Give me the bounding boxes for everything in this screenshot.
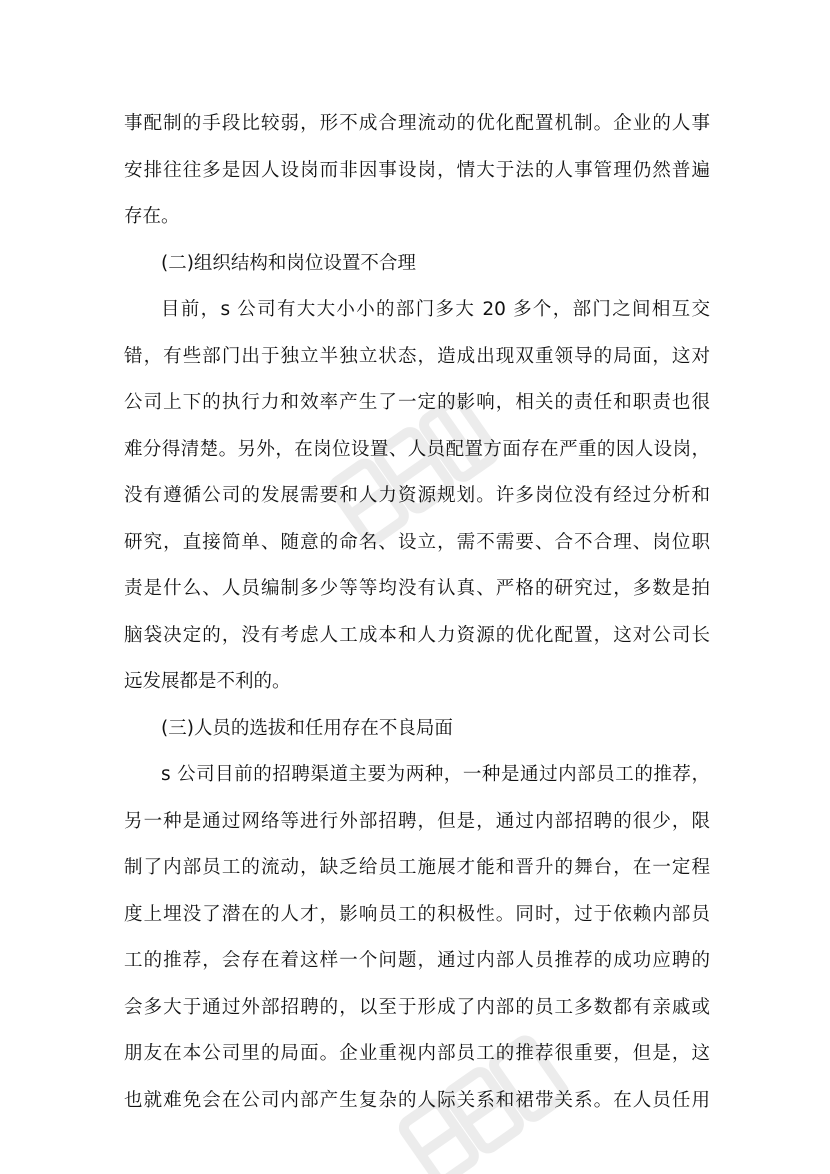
paragraph-line: s 公司目前的招聘渠道主要为两种，一种是通过内部员工的推荐， [161, 764, 710, 785]
paragraph-line: 另一种是通过网络等进行外部招聘，但是，通过内部招聘的很少，限 [124, 810, 710, 832]
paragraph-line: 研究，直接简单、随意的命名、设立，需不需要、合不合理、岗位职 [124, 531, 710, 553]
paragraph-line: 存在。 [124, 206, 180, 227]
section-heading: (二)组织结构和岗位设置不合理 [161, 252, 416, 274]
paragraph-line: 安排往往多是因人设岗而非因事设岗，情大于法的人事管理仍然普遍 [124, 159, 710, 181]
paragraph-line: 度上埋没了潜在的人才，影响员工的积极性。同时，过于依赖内部员 [124, 903, 710, 925]
paragraph-line: 错，有些部门出于独立半独立状态，造成出现双重领导的局面，这对 [124, 345, 710, 367]
paragraph-line: 责是什么、人员编制多少等等均没有认真、严格的研究过，多数是拍 [124, 578, 710, 599]
paragraph-line: 远发展都是不利的。 [124, 671, 291, 692]
paragraph-line: 也就难免会在公司内部产生复杂的人际关系和裙带关系。在人员任用 [124, 1089, 710, 1111]
paragraph-line: 脑袋决定的，没有考虑人工成本和人力资源的优化配置，这对公司长 [124, 624, 710, 646]
section-heading: (三)人员的选拔和任用存在不良局面 [161, 717, 453, 739]
paragraph-line: 难分得清楚。另外，在岗位设置、人员配置方面存在严重的因人设岗， [124, 438, 710, 460]
paragraph-line: 事配制的手段比较弱，形不成合理流动的优化配置机制。企业的人事 [124, 113, 710, 134]
paragraph-line: 工的推荐，会存在着这样一个问题，通过内部人员推荐的成功应聘的 [124, 950, 710, 971]
paragraph-line: 会多大于通过外部招聘的，以至于形成了内部的员工多数都有亲戚或 [124, 996, 710, 1018]
paragraph-line: 公司上下的执行力和效率产生了一定的影响，相关的责任和职责也很 [124, 392, 710, 413]
paragraph-line: 没有遵循公司的发展需要和人力资源规划。许多岗位没有经过分析和 [124, 485, 710, 506]
body-text [124, 101, 710, 1124]
paragraph-line: 目前，s 公司有大大小小的部门多大 20 多个，部门之间相互交 [161, 299, 710, 320]
paragraph-line: 朋友在本公司里的局面。企业重视内部员工的推荐很重要，但是，这 [124, 1043, 710, 1064]
paragraph-line: 制了内部员工的流动，缺乏给员工施展才能和晋升的舞台，在一定程 [124, 857, 710, 878]
